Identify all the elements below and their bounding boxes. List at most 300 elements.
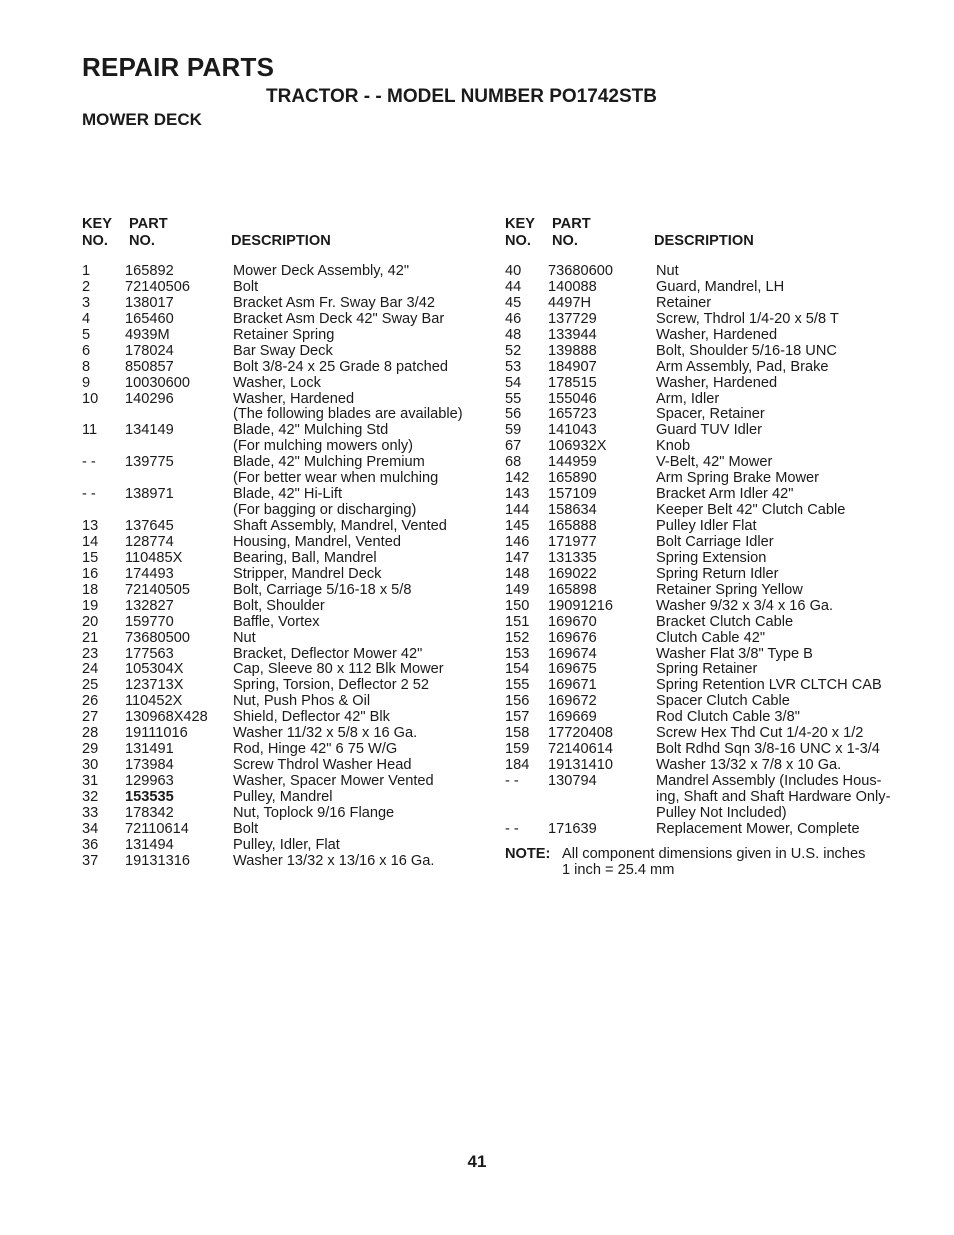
key-no: 156 bbox=[505, 693, 530, 710]
key-no: 27 bbox=[82, 709, 99, 726]
table-row bbox=[505, 344, 925, 360]
description: V-Belt, 42" Mower bbox=[656, 454, 773, 471]
description: Bolt Carriage Idler bbox=[656, 533, 774, 550]
part-no: 123713X bbox=[125, 677, 184, 694]
description: Screw Hex Thd Cut 1/4-20 x 1/2 bbox=[656, 725, 864, 742]
part-no: 134149 bbox=[125, 422, 174, 439]
table-row bbox=[82, 392, 482, 408]
part-no: 132827 bbox=[125, 597, 174, 614]
table-row bbox=[82, 312, 482, 328]
part-no: 157109 bbox=[548, 486, 597, 503]
description: Bracket, Deflector Mower 42" bbox=[233, 645, 423, 662]
key-no: 158 bbox=[505, 725, 530, 742]
part-no: 165892 bbox=[125, 263, 174, 279]
table-row bbox=[505, 407, 925, 423]
table-row bbox=[505, 376, 925, 392]
key-no: - - bbox=[82, 486, 96, 503]
table-row bbox=[505, 312, 925, 328]
table-row bbox=[505, 806, 925, 822]
table-row bbox=[82, 503, 482, 519]
description: Washer 11/32 x 5/8 x 16 Ga. bbox=[233, 725, 418, 742]
table-row bbox=[505, 535, 925, 551]
key-no: 13 bbox=[82, 518, 99, 534]
part-no: 139775 bbox=[125, 454, 174, 471]
key-no: - - bbox=[82, 454, 96, 471]
table-row bbox=[505, 631, 925, 647]
header-part-line1: PART bbox=[552, 216, 591, 232]
table-row bbox=[82, 551, 482, 567]
key-no: 143 bbox=[505, 486, 530, 503]
part-no: 169676 bbox=[548, 629, 597, 646]
table-row bbox=[505, 615, 925, 631]
key-no: 153 bbox=[505, 645, 530, 662]
description: Bolt, Shoulder bbox=[233, 597, 325, 614]
part-no: 131335 bbox=[548, 549, 597, 566]
part-no: 177563 bbox=[125, 645, 174, 662]
key-no: 31 bbox=[82, 773, 99, 789]
key-no: 148 bbox=[505, 565, 530, 582]
description: Cap, Sleeve 80 x 112 Blk Mower bbox=[233, 661, 444, 678]
key-no: 24 bbox=[82, 661, 99, 678]
key-no: 150 bbox=[505, 597, 530, 614]
key-no: 16 bbox=[82, 565, 99, 582]
key-no: 184 bbox=[505, 757, 530, 774]
part-no: 850857 bbox=[125, 358, 174, 375]
description: Pulley, Mandrel bbox=[233, 788, 333, 805]
description: Blade, 42" Mulching Std bbox=[233, 422, 389, 439]
key-no: 18 bbox=[82, 581, 99, 598]
key-no: 149 bbox=[505, 581, 530, 598]
model-subtitle: TRACTOR - - MODEL NUMBER PO1742STB bbox=[266, 86, 657, 107]
key-no: 147 bbox=[505, 549, 530, 566]
description: Bracket Asm Fr. Sway Bar 3/42 bbox=[233, 294, 435, 311]
part-no: 110485X bbox=[125, 549, 183, 566]
description: Replacement Mower, Complete bbox=[656, 820, 860, 837]
key-no: 155 bbox=[505, 677, 530, 694]
table-row bbox=[82, 758, 482, 774]
key-no: 30 bbox=[82, 757, 99, 774]
page-title: REPAIR PARTS bbox=[82, 52, 275, 82]
description: Spring Return Idler bbox=[656, 565, 779, 582]
description: Clutch Cable 42" bbox=[656, 629, 766, 646]
key-no: 45 bbox=[505, 294, 522, 311]
header-part-line1: PART bbox=[129, 216, 168, 232]
table-row bbox=[505, 487, 925, 503]
part-no: 178024 bbox=[125, 342, 174, 359]
header-key-line2: NO. bbox=[505, 233, 531, 249]
table-header-left bbox=[82, 216, 482, 264]
part-no: 110452X bbox=[125, 693, 183, 710]
description: Washer 13/32 x 7/8 x 10 Ga. bbox=[656, 757, 842, 774]
part-no: 19131410 bbox=[548, 757, 613, 774]
part-no: 165898 bbox=[548, 581, 597, 598]
key-no: 4 bbox=[82, 310, 91, 327]
header-part-line2: NO. bbox=[552, 233, 578, 249]
description: Blade, 42" Mulching Premium bbox=[233, 454, 425, 471]
part-no: 72140506 bbox=[125, 278, 190, 295]
part-no: 169675 bbox=[548, 661, 597, 678]
header-description: DESCRIPTION bbox=[654, 233, 754, 249]
part-no: 169669 bbox=[548, 709, 597, 726]
description: Nut bbox=[233, 629, 256, 646]
description: Keeper Belt 42" Clutch Cable bbox=[656, 502, 846, 519]
table-row bbox=[82, 726, 482, 742]
table-row bbox=[82, 423, 482, 439]
part-no: 4497H bbox=[548, 294, 592, 311]
key-no: 15 bbox=[82, 549, 99, 566]
key-no: 9 bbox=[82, 374, 91, 391]
table-row bbox=[82, 535, 482, 551]
table-row bbox=[82, 407, 482, 423]
part-no: 4939M bbox=[125, 326, 170, 343]
key-no: 11 bbox=[82, 422, 98, 439]
table-row bbox=[505, 455, 925, 471]
key-no: 37 bbox=[82, 852, 99, 869]
description: Mandrel Assembly (Includes Hous- bbox=[656, 773, 882, 789]
part-no: 10030600 bbox=[125, 374, 190, 391]
description: Bolt, Carriage 5/16-18 x 5/8 bbox=[233, 581, 412, 598]
description: Washer 9/32 x 3/4 x 16 Ga. bbox=[656, 597, 834, 614]
table-row bbox=[505, 710, 925, 726]
description: Shaft Assembly, Mandrel, Vented bbox=[233, 518, 447, 534]
description: Washer, Lock bbox=[233, 374, 321, 391]
description: Washer, Hardened bbox=[656, 374, 778, 391]
part-no: 138971 bbox=[125, 486, 174, 503]
description: Blade, 42" Hi-Lift bbox=[233, 486, 343, 503]
table-row bbox=[82, 519, 482, 535]
table-row bbox=[505, 742, 925, 758]
table-row bbox=[505, 280, 925, 296]
description: Spring Extension bbox=[656, 549, 767, 566]
table-row bbox=[82, 742, 482, 758]
table-row bbox=[505, 439, 925, 455]
table-row bbox=[82, 662, 482, 678]
description: Washer 13/32 x 13/16 x 16 Ga. bbox=[233, 852, 435, 869]
key-no: 44 bbox=[505, 278, 522, 295]
part-no: 165460 bbox=[125, 310, 174, 327]
note-line2: 1 inch = 25.4 mm bbox=[562, 861, 675, 878]
key-no: 32 bbox=[82, 788, 99, 805]
key-no: 144 bbox=[505, 502, 530, 519]
part-no: 165723 bbox=[548, 406, 597, 423]
description: Stripper, Mandrel Deck bbox=[233, 565, 382, 582]
part-no: 140088 bbox=[548, 278, 597, 295]
description: Retainer Spring bbox=[233, 326, 335, 343]
table-row bbox=[82, 264, 482, 280]
part-no: 19131316 bbox=[125, 852, 190, 869]
table-row bbox=[505, 662, 925, 678]
parts-table-right bbox=[505, 216, 925, 879]
note-text bbox=[562, 847, 922, 879]
description: (For better wear when mulching bbox=[233, 470, 439, 487]
description: Bar Sway Deck bbox=[233, 342, 333, 359]
table-row bbox=[82, 280, 482, 296]
key-no: 151 bbox=[505, 613, 530, 630]
parts-list-left bbox=[82, 264, 482, 870]
key-no: 52 bbox=[505, 342, 522, 359]
description: Retainer bbox=[656, 294, 712, 311]
key-no: 152 bbox=[505, 629, 530, 646]
table-row bbox=[82, 567, 482, 583]
table-row bbox=[82, 455, 482, 471]
table-row bbox=[505, 790, 925, 806]
part-no: 19091216 bbox=[548, 597, 613, 614]
key-no: 25 bbox=[82, 677, 99, 694]
key-no: 146 bbox=[505, 533, 530, 550]
part-no: 105304X bbox=[125, 661, 184, 678]
part-no: 140296 bbox=[125, 390, 174, 407]
key-no: 68 bbox=[505, 454, 522, 471]
key-no: 28 bbox=[82, 725, 99, 742]
part-no: 72110614 bbox=[125, 820, 189, 837]
table-row bbox=[82, 376, 482, 392]
part-no: 131491 bbox=[125, 741, 174, 758]
key-no: 19 bbox=[82, 597, 99, 614]
part-no: 158634 bbox=[548, 502, 597, 519]
description: Bolt bbox=[233, 278, 259, 295]
table-row bbox=[505, 726, 925, 742]
description: Bolt bbox=[233, 820, 259, 837]
description: Bolt Rdhd Sqn 3/8-16 UNC x 1-3/4 bbox=[656, 741, 880, 758]
description: Pulley, Idler, Flat bbox=[233, 836, 340, 853]
key-no: 34 bbox=[82, 820, 99, 837]
description: Washer, Hardened bbox=[656, 326, 778, 343]
key-no: 145 bbox=[505, 518, 530, 534]
header-part-line2: NO. bbox=[129, 233, 155, 249]
description: Shield, Deflector 42" Blk bbox=[233, 709, 390, 726]
table-row bbox=[505, 423, 925, 439]
part-no: 128774 bbox=[125, 533, 174, 550]
description: Rod Clutch Cable 3/8" bbox=[656, 709, 800, 726]
table-row bbox=[82, 471, 482, 487]
table-row bbox=[82, 838, 482, 854]
key-no: 29 bbox=[82, 741, 99, 758]
description: Screw, Thdrol 1/4-20 x 5/8 T bbox=[656, 310, 839, 327]
part-no: 178515 bbox=[548, 374, 597, 391]
description: Washer Flat 3/8" Type B bbox=[656, 645, 813, 662]
part-no: 169670 bbox=[548, 613, 597, 630]
description: Nut bbox=[656, 263, 679, 279]
parts-list-right bbox=[505, 264, 925, 838]
table-header-right bbox=[505, 216, 925, 264]
part-no: 139888 bbox=[548, 342, 597, 359]
description: Bolt 3/8-24 x 25 Grade 8 patched bbox=[233, 358, 448, 375]
description: Spacer, Retainer bbox=[656, 406, 765, 423]
page-number: 41 bbox=[467, 1152, 487, 1171]
key-no: 6 bbox=[82, 342, 91, 359]
description: Arm Assembly, Pad, Brake bbox=[656, 358, 829, 375]
key-no: 142 bbox=[505, 470, 530, 487]
table-row bbox=[505, 296, 925, 312]
note-line1: All component dimensions given in U.S. inches bbox=[562, 845, 866, 862]
key-no: 159 bbox=[505, 741, 530, 758]
part-no: 141043 bbox=[548, 422, 597, 439]
table-row bbox=[505, 567, 925, 583]
part-no: 159770 bbox=[125, 613, 174, 630]
table-row bbox=[82, 583, 482, 599]
description: Nut, Push Phos & Oil bbox=[233, 693, 371, 710]
header-key-line1: KEY bbox=[505, 216, 536, 232]
header-key-line1: KEY bbox=[82, 216, 113, 232]
part-no: 153535 bbox=[125, 788, 174, 805]
table-row bbox=[82, 328, 482, 344]
key-no: 56 bbox=[505, 406, 522, 423]
part-no: 73680500 bbox=[125, 629, 190, 646]
key-no: 3 bbox=[82, 294, 91, 311]
table-row bbox=[82, 647, 482, 663]
part-no: 155046 bbox=[548, 390, 597, 407]
key-no: 48 bbox=[505, 326, 522, 343]
part-no: 171639 bbox=[548, 820, 597, 837]
table-row bbox=[505, 392, 925, 408]
description: Spring Retention LVR CLTCH CAB bbox=[656, 677, 882, 694]
key-no: 40 bbox=[505, 263, 522, 279]
part-no: 174493 bbox=[125, 565, 174, 582]
part-no: 165888 bbox=[548, 518, 597, 534]
description: Washer, Hardened bbox=[233, 390, 355, 407]
part-no: 129963 bbox=[125, 773, 174, 789]
header-key-line2: NO. bbox=[82, 233, 108, 249]
key-no: 10 bbox=[82, 390, 99, 407]
table-row bbox=[505, 328, 925, 344]
part-no: 133944 bbox=[548, 326, 597, 343]
part-no: 165890 bbox=[548, 470, 597, 487]
table-row bbox=[82, 710, 482, 726]
description: (For mulching mowers only) bbox=[233, 438, 414, 455]
note-label: NOTE: bbox=[505, 845, 551, 862]
description: Bolt, Shoulder 5/16-18 UNC bbox=[656, 342, 837, 359]
table-row bbox=[82, 615, 482, 631]
key-no: 14 bbox=[82, 533, 99, 550]
part-no: 144959 bbox=[548, 454, 597, 471]
description: Pulley Idler Flat bbox=[656, 518, 757, 534]
description: Nut, Toplock 9/16 Flange bbox=[233, 804, 395, 821]
table-row bbox=[82, 487, 482, 503]
part-no: 138017 bbox=[125, 294, 174, 311]
description: Spring, Torsion, Deflector 2 52 bbox=[233, 677, 430, 694]
key-no: 8 bbox=[82, 358, 91, 375]
key-no: 36 bbox=[82, 836, 99, 853]
part-no: 137729 bbox=[548, 310, 597, 327]
part-no: 106932X bbox=[548, 438, 607, 455]
table-row bbox=[505, 551, 925, 567]
table-row bbox=[505, 503, 925, 519]
section-heading: MOWER DECK bbox=[82, 110, 202, 129]
part-no: 173984 bbox=[125, 757, 174, 774]
description: Rod, Hinge 42" 6 75 W/G bbox=[233, 741, 398, 758]
description: Bracket Arm Idler 42" bbox=[656, 486, 794, 503]
table-row bbox=[82, 806, 482, 822]
description: Bearing, Ball, Mandrel bbox=[233, 549, 377, 566]
description: Guard, Mandrel, LH bbox=[656, 278, 785, 295]
part-no: 130968X428 bbox=[125, 709, 208, 726]
key-no: 55 bbox=[505, 390, 522, 407]
table-row bbox=[82, 790, 482, 806]
table-row bbox=[505, 471, 925, 487]
table-row bbox=[82, 344, 482, 360]
description: Retainer Spring Yellow bbox=[656, 581, 803, 598]
part-no: 19111016 bbox=[125, 725, 188, 742]
part-no: 72140505 bbox=[125, 581, 190, 598]
header-description: DESCRIPTION bbox=[231, 233, 331, 249]
table-row bbox=[505, 758, 925, 774]
key-no: 59 bbox=[505, 422, 522, 439]
table-row bbox=[82, 360, 482, 376]
description: (The following blades are available) bbox=[233, 406, 463, 423]
key-no: 21 bbox=[82, 629, 99, 646]
table-row bbox=[505, 647, 925, 663]
table-row bbox=[82, 678, 482, 694]
parts-table-left bbox=[82, 216, 482, 870]
table-row bbox=[82, 631, 482, 647]
part-no: 131494 bbox=[125, 836, 174, 853]
description: Screw Thdrol Washer Head bbox=[233, 757, 412, 774]
table-row bbox=[505, 822, 925, 838]
description: Bracket Clutch Cable bbox=[656, 613, 794, 630]
table-row bbox=[505, 694, 925, 710]
key-no: - - bbox=[505, 773, 519, 789]
part-no: 178342 bbox=[125, 804, 174, 821]
part-no: 137645 bbox=[125, 518, 174, 534]
part-no: 73680600 bbox=[548, 263, 613, 279]
key-no: 67 bbox=[505, 438, 522, 455]
key-no: 23 bbox=[82, 645, 99, 662]
key-no: 53 bbox=[505, 358, 522, 375]
description: Mower Deck Assembly, 42" bbox=[233, 263, 410, 279]
part-no: 72140614 bbox=[548, 741, 613, 758]
key-no: 154 bbox=[505, 661, 530, 678]
table-row bbox=[82, 439, 482, 455]
table-row bbox=[82, 822, 482, 838]
table-row bbox=[505, 599, 925, 615]
table-row bbox=[82, 774, 482, 790]
key-no: - - bbox=[505, 820, 519, 837]
table-row bbox=[505, 519, 925, 535]
table-row bbox=[505, 264, 925, 280]
table-row bbox=[505, 583, 925, 599]
description: Arm, Idler bbox=[656, 390, 720, 407]
description: Baffle, Vortex bbox=[233, 613, 320, 630]
key-no: 20 bbox=[82, 613, 99, 630]
part-no: 169672 bbox=[548, 693, 597, 710]
part-no: 184907 bbox=[548, 358, 597, 375]
part-no: 169022 bbox=[548, 565, 597, 582]
part-no: 169671 bbox=[548, 677, 597, 694]
part-no: 130794 bbox=[548, 773, 597, 789]
key-no: 5 bbox=[82, 326, 91, 343]
table-row bbox=[82, 599, 482, 615]
description: Knob bbox=[656, 438, 691, 455]
description: Spring Retainer bbox=[656, 661, 758, 678]
description: Housing, Mandrel, Vented bbox=[233, 533, 401, 550]
description: Guard TUV Idler bbox=[656, 422, 762, 439]
table-row bbox=[505, 360, 925, 376]
key-no: 1 bbox=[82, 263, 91, 279]
description: Pulley Not Included) bbox=[656, 804, 787, 821]
note-block bbox=[505, 847, 925, 879]
table-row bbox=[505, 774, 925, 790]
part-no: 17720408 bbox=[548, 725, 613, 742]
description: Bracket Asm Deck 42" Sway Bar bbox=[233, 310, 445, 327]
key-no: 157 bbox=[505, 709, 530, 726]
key-no: 33 bbox=[82, 804, 99, 821]
key-no: 2 bbox=[82, 278, 91, 295]
key-no: 46 bbox=[505, 310, 522, 327]
key-no: 26 bbox=[82, 693, 99, 710]
description: Spacer Clutch Cable bbox=[656, 693, 790, 710]
part-no: 169674 bbox=[548, 645, 597, 662]
part-no: 171977 bbox=[548, 533, 597, 550]
